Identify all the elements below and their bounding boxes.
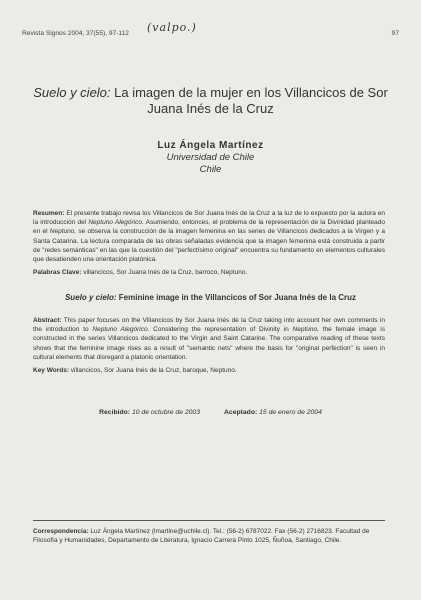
recibido-label: Recibido: (99, 409, 131, 416)
english-title-rest: Feminine image in the Villancicos of Sor Juana Inés de la Cruz (116, 293, 357, 302)
abstract-italic-2: Neptuno, (292, 326, 319, 334)
key-words (33, 366, 385, 375)
article-title (30, 85, 391, 117)
english-title (20, 293, 401, 302)
abstract-text-3: the female image is constructed in the series Villancicos dedicated to the Virgin and Saint Catarine. The comparative reading of these texts shows that the feminine image rises as a result of "semantic nets" where the basis for "original perfection" is seen in cultural elements that disregard a platonic orientation. (33, 326, 385, 361)
submission-dates (0, 409, 421, 416)
title-italic: Suelo y cielo: (33, 85, 111, 100)
recibido-date: 10 de octubre de 2003 (130, 409, 200, 416)
palabras-text: villancicos, Sor Juana Inés de la Cruz, barroco, Neptuno. (81, 269, 248, 276)
correspondence-label: Correspondencia: (33, 528, 89, 535)
journal-citation: Revista Signos 2004, 37(55), 97-112 (22, 30, 129, 37)
resumen-paragraph (33, 209, 385, 264)
correspondence-text: Luz Ángela Martínez (lmartine@uchile.cl). Tel.: (56-2) 6787022. Fax (56-2) 2716823. Facultad de Filosofía y Humanidades, Departamento de Literatura, Ignacio Carrera Pinto 1025, Ñuñoa, Santiago, Chile. (33, 528, 370, 545)
title-rest: La imagen de la mujer en los Villancicos de Sor Juana Inés de la Cruz (110, 85, 388, 116)
abstract-paragraph (33, 316, 385, 362)
aceptado-label: Aceptado: (224, 409, 258, 416)
resumen-italic-1: Neptuno Alegórico. (88, 219, 144, 227)
abstract-text-1: This paper focuses on the Villancicos by Sor Juana Inés de la Cruz taking into account her own comments in the introduction to (33, 317, 385, 334)
resumen-italic-2: Neptuno, (49, 228, 77, 236)
author-country: Chile (199, 164, 222, 175)
author-block (0, 139, 421, 176)
abstract-text-2: Considering the representation of Divinity in (149, 326, 293, 334)
handwritten-note: (valpo.) (147, 21, 197, 34)
page-header (22, 21, 399, 42)
page-number: 97 (391, 30, 399, 37)
correspondence (33, 527, 385, 545)
author-name: Luz Ángela Martínez (157, 140, 264, 151)
keywords-text: villancicos, Sor Juana Inés de la Cruz, baroque, Neptuno. (69, 367, 237, 374)
palabras-label: Palabras Clave: (33, 269, 82, 276)
abstract-label: Abstract: (33, 317, 62, 324)
palabras-clave (33, 268, 385, 277)
resumen-label: Resumen: (33, 210, 65, 217)
resumen-text-1: El presente trabajo revisa los Villancicos de Sor Juana Inés de la Cruz a la luz de lo expuesto por la autora en la introducción del (33, 210, 385, 227)
keywords-label: Key Words: (33, 367, 69, 374)
footer-divider (33, 520, 385, 521)
resumen-text-2: Asumiendo, entonces, el problema de la representación de la Divinidad planteado en el (33, 219, 386, 236)
aceptado-date: 15 de enero de 2004 (257, 409, 322, 416)
resumen-text-3: se observa la construcción de la imagen femenina en las series de Villancicos dedicados a la Virgen y a Santa Catarina. La lectura comparada de las obras señaladas evidencia que la imagen femenina está construida a partir de "redes semánticas" en las que la cuestión del "perfectísimo original" encuentra su fundamento en elementos culturales que desatienden una orientación platónica. (33, 228, 385, 264)
english-title-italic: Suelo y cielo: (64, 293, 117, 302)
author-university: Universidad de Chile (166, 152, 255, 163)
abstract-italic-1: Neptuno Alegórico. (92, 326, 150, 334)
